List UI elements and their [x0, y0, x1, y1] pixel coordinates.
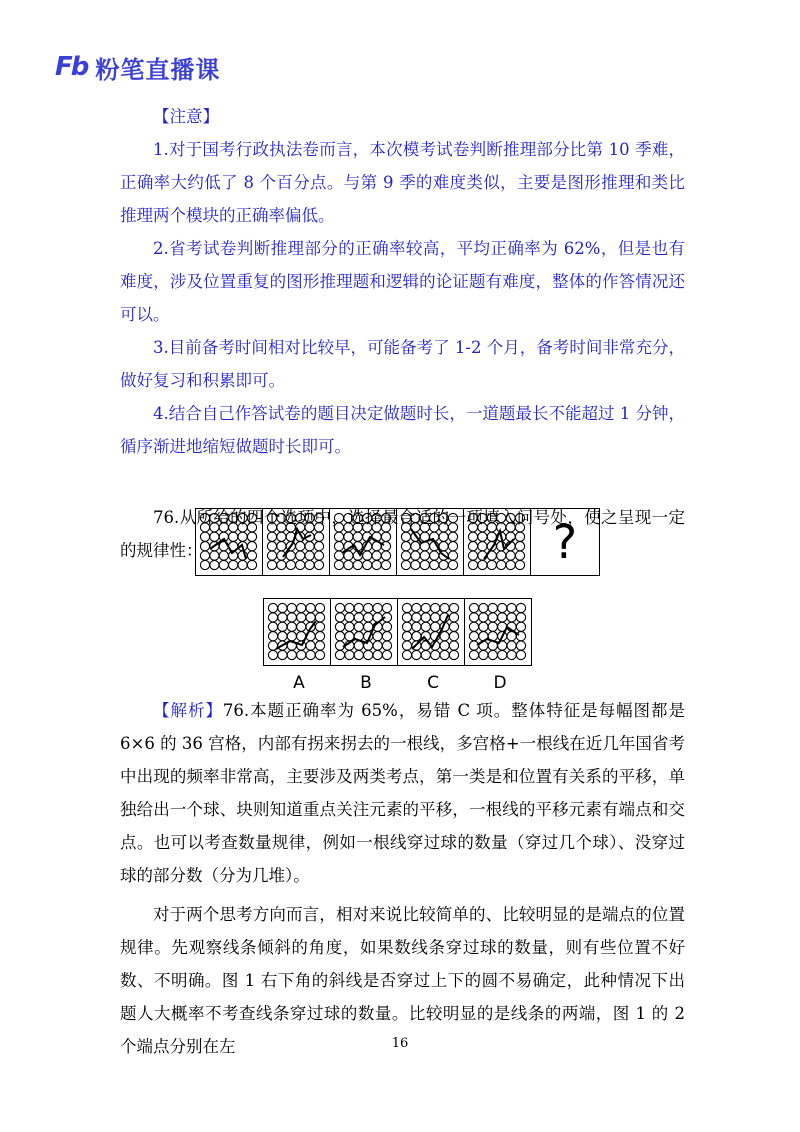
ball-grid-icon: [331, 599, 396, 664]
option-figure-b[interactable]: [330, 598, 398, 666]
page-number: 16: [391, 1036, 409, 1051]
analysis-label: 【解析】: [153, 701, 223, 720]
logo-mark: Fb: [55, 52, 88, 82]
note-section: [120, 100, 685, 567]
ball-grid-icon: [196, 509, 261, 574]
question-sequence: [195, 508, 605, 578]
option-figure-c[interactable]: [397, 598, 465, 666]
sequence-figure-2: [262, 508, 330, 576]
analysis-text-1: 76.本题正确率为 65%，易错 C 项。整体特征是每幅图都是 6×6 的 36 宫格，内部有拐来拐去的一根线，多宫格+一根线在近几年国省考中出现的频率非常高，主要涉及两类考点，第一类是和位置有关系的平移，单独给出一个球、块则知道重点关注元素的平移，一根线的平移元素有端点和交点。也可以考查数量规律，例如一根线穿过球的数量（穿过几个球）、没穿过球的部分数（分为几堆）。: [120, 701, 686, 885]
option-figure-d[interactable]: [464, 598, 532, 666]
note-title: 【注意】: [153, 107, 219, 126]
ball-grid-icon: [264, 599, 329, 664]
sequence-figure-3: [329, 508, 397, 576]
question-mark-cell: [530, 508, 600, 576]
option-label-a: A: [293, 673, 305, 693]
brand-logo: [55, 50, 220, 84]
ball-grid-icon: [464, 509, 529, 574]
sequence-figure-5: [463, 508, 531, 576]
ball-grid-icon: [397, 509, 462, 574]
note-item-1: 1.对于国考行政执法卷而言，本次模考试卷判断推理部分比第 10 季难，正确率大约低了 8 个百分点。与第 9 季的难度类似，主要是图形推理和类比推理两个模块的正确率偏低。: [120, 140, 685, 225]
analysis-section: [120, 694, 685, 1063]
ball-grid-icon: [263, 509, 328, 574]
analysis-para-1: [120, 694, 685, 892]
option-figures: [263, 598, 535, 668]
ball-grid-icon: [398, 599, 463, 664]
ball-grid-icon: [330, 509, 395, 574]
note-item-2: 2.省考试卷判断推理部分的正确率较高，平均正确率为 62%，但是也有难度，涉及位置重复的图形推理题和逻辑的论证题有难度，整体的作答情况还可以。: [120, 239, 685, 324]
question-stem: 76.从所给的四个选项中，选择最合适的一项填入问号处，使之呈现一定的规律性：: [120, 508, 685, 560]
sequence-figure-4: [396, 508, 464, 576]
logo-text: 粉笔直播课: [95, 55, 221, 84]
question-mark: ?: [552, 515, 578, 569]
wandering-line: [484, 531, 514, 559]
option-label-d: D: [493, 673, 507, 693]
analysis-para-2: 对于两个思考方向而言，相对来说比较简单的、比较明显的是端点的位置规律。先观察线条倾斜的角度，如果数线条穿过球的数量，则有些位置不好数、不明确。图 1 右下角的斜线是否穿过上下的圆不易确定，此种情况下出题人大概率不考查线条穿过球的数量。比较明显的是线条的两端，图 1 的 2 个端点分别在左: [120, 905, 685, 1056]
ball-grid-icon: [465, 599, 530, 664]
option-label-b: B: [360, 673, 372, 693]
option-figure-a[interactable]: [263, 598, 331, 666]
note-item-3: 3.目前备考时间相对比较早，可能备考了 1-2 个月，备考时间非常充分，做好复习和积累即可。: [120, 338, 685, 390]
note-item-4: 4.结合自己作答试卷的题目决定做题时长，一道题最长不能超过 1 分钟，循序渐进地缩短做题时长即可。: [120, 404, 685, 456]
sequence-figure-1: [195, 508, 263, 576]
option-label-c: C: [427, 673, 439, 693]
